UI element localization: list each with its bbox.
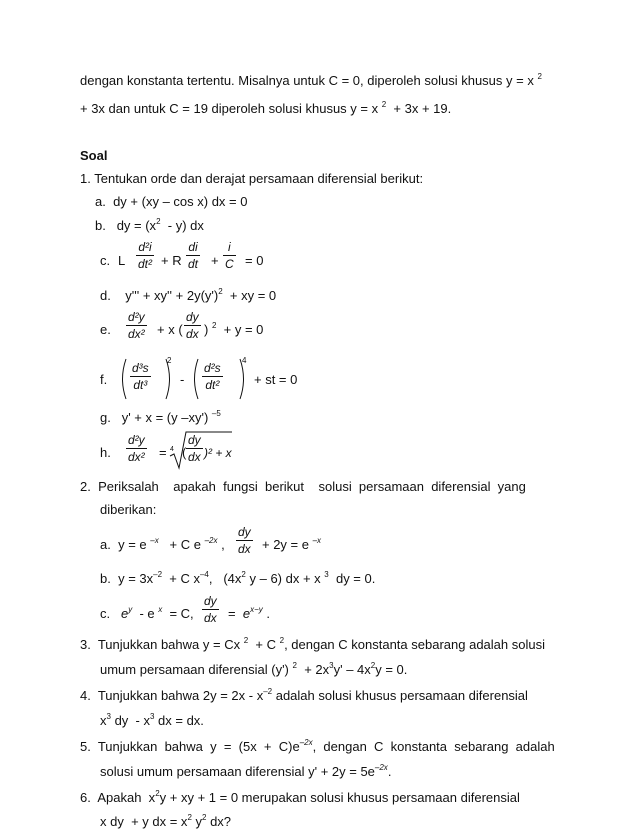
fraction bbox=[202, 594, 219, 625]
question-6-line-2 bbox=[100, 814, 231, 830]
superscript: –2 bbox=[263, 687, 273, 696]
equation-term: + y = 0 bbox=[223, 322, 264, 337]
denominator: dt² bbox=[205, 378, 220, 392]
question-text: + C bbox=[255, 637, 276, 652]
superscript: –2 bbox=[153, 570, 163, 579]
question-number: 4. bbox=[80, 688, 91, 703]
equation-term: ) bbox=[204, 322, 209, 337]
denominator: dt bbox=[188, 257, 199, 271]
equation: y' + x = (y –xy') bbox=[121, 410, 209, 425]
superscript: –x bbox=[150, 536, 159, 545]
fraction bbox=[130, 361, 151, 392]
numerator: d²s bbox=[204, 361, 221, 375]
fraction bbox=[223, 240, 236, 271]
question-number: 6. bbox=[80, 790, 91, 805]
question-number: 1. bbox=[80, 171, 91, 186]
q2-item-b bbox=[100, 571, 375, 587]
question-text: , dengan C konstanta sebarang adalah solusi bbox=[284, 637, 545, 652]
denominator: dx bbox=[238, 542, 251, 556]
question-4 bbox=[80, 688, 528, 704]
equation-term: = bbox=[159, 445, 167, 460]
equation-term: . bbox=[266, 606, 270, 621]
question-text: Apakah x bbox=[97, 790, 156, 805]
equation-term: e bbox=[120, 606, 129, 621]
superscript: 4 bbox=[242, 356, 247, 365]
question-text: adalah solusi khusus persamaan diferensial bbox=[272, 688, 528, 703]
superscript: –4 bbox=[199, 570, 209, 579]
item-label: b. bbox=[100, 571, 111, 586]
question-text: + 2x bbox=[304, 662, 330, 677]
q1-item-g bbox=[100, 410, 221, 426]
superscript: 2 bbox=[187, 813, 192, 822]
equation-term: dy = 0. bbox=[335, 571, 376, 586]
superscript: 3 bbox=[106, 712, 111, 721]
superscript: 3 bbox=[329, 661, 334, 670]
equation-term: + x ( bbox=[157, 322, 183, 337]
question-number: 2. bbox=[80, 479, 91, 494]
section-title: Soal bbox=[80, 148, 108, 163]
equation: dy = (x bbox=[116, 218, 157, 233]
q1-item-d bbox=[100, 288, 276, 304]
intro-text: + 3x dan untuk C = 19 diperoleh solusi khusus y = x bbox=[80, 101, 379, 116]
fraction bbox=[236, 525, 253, 556]
equation-term: + R bbox=[161, 253, 182, 268]
item-label: d. bbox=[100, 288, 111, 303]
superscript: 2 bbox=[167, 356, 172, 365]
equation-term: = 0 bbox=[245, 253, 264, 268]
equation-term: e bbox=[242, 606, 251, 621]
root-index: 4 bbox=[170, 446, 174, 453]
superscript: 2 bbox=[241, 570, 246, 579]
question-text: Periksalah apakah fungsi berikut solusi persamaan diferensial yang bbox=[98, 479, 526, 494]
item-label: a. bbox=[100, 537, 111, 552]
superscript: 2 bbox=[381, 100, 387, 109]
numerator: d²y bbox=[128, 310, 145, 324]
equation: y''' + xy'' + 2y(y') bbox=[125, 288, 219, 303]
question-text: , dengan C konstanta sebarang adalah bbox=[312, 739, 555, 754]
equation-term: ( bbox=[182, 445, 187, 460]
q1-item-a bbox=[95, 194, 247, 210]
equation: - y) dx bbox=[167, 218, 204, 233]
denominator: dt² bbox=[138, 257, 153, 271]
equation: dy + (xy – cos x) dx = 0 bbox=[113, 194, 248, 209]
superscript: –2x bbox=[374, 763, 388, 772]
numerator: d²y bbox=[128, 433, 145, 447]
item-label: b. bbox=[95, 218, 106, 233]
superscript: 2 bbox=[292, 661, 297, 670]
intro-text: + 3x + 19. bbox=[393, 101, 452, 116]
superscript: 2 bbox=[218, 287, 223, 296]
question-text: Tentukan orde dan derajat persamaan diferensial berikut: bbox=[94, 171, 424, 186]
question-3-line-2 bbox=[100, 662, 407, 678]
question-4-line-2 bbox=[100, 713, 204, 729]
question-number: 5. bbox=[80, 739, 91, 754]
question-text: . bbox=[387, 764, 392, 779]
question-text: y + xy + 1 = 0 merupakan solusi khusus persamaan diferensial bbox=[159, 790, 520, 805]
numerator: dy bbox=[204, 594, 217, 608]
question-text: Tunjukkan bahwa y = (5x + C)e bbox=[97, 739, 300, 754]
superscript: –2x bbox=[204, 536, 218, 545]
item-label: c. bbox=[100, 606, 111, 621]
equation-term: + C x bbox=[169, 571, 200, 586]
fraction bbox=[186, 240, 200, 271]
intro-line-1 bbox=[80, 73, 542, 89]
superscript: 2 bbox=[370, 661, 376, 670]
equation: + xy = 0 bbox=[229, 288, 277, 303]
superscript: x bbox=[158, 605, 163, 614]
denominator: dx bbox=[188, 450, 201, 464]
question-text: Tunjukkan bahwa 2y = 2x - x bbox=[97, 688, 264, 703]
equation-term: = C, bbox=[169, 606, 194, 621]
numerator: di bbox=[188, 240, 198, 254]
superscript: –5 bbox=[211, 409, 221, 418]
denominator: C bbox=[225, 257, 234, 271]
superscript: –2x bbox=[299, 738, 313, 747]
superscript: 2 bbox=[243, 636, 249, 645]
equation-term: , bbox=[221, 537, 225, 552]
denominator: dx bbox=[204, 611, 217, 625]
equation-term: = bbox=[228, 606, 236, 621]
denominator: dt³ bbox=[133, 378, 148, 392]
question-text: x bbox=[100, 713, 107, 728]
item-label: c. bbox=[100, 253, 111, 268]
equation-term: , (4x bbox=[208, 571, 242, 586]
question-text: x dy + y dx = x bbox=[100, 814, 188, 829]
item-label: a. bbox=[95, 194, 106, 209]
item-label: g. bbox=[100, 410, 111, 425]
equation-term: y – 6) dx + x bbox=[249, 571, 321, 586]
question-5-line-2 bbox=[100, 764, 391, 780]
equation-term: - bbox=[180, 372, 185, 387]
question-text: dy - x bbox=[110, 713, 150, 728]
item-label: h. bbox=[100, 445, 111, 460]
fraction bbox=[202, 361, 223, 392]
superscript: 2 bbox=[537, 72, 542, 81]
superscript: 2 bbox=[155, 789, 160, 798]
superscript: y bbox=[128, 605, 133, 614]
question-text: diberikan: bbox=[100, 502, 157, 517]
question-text: solusi umum persamaan diferensial y' + 2y = 5e bbox=[100, 764, 375, 779]
question-2 bbox=[80, 479, 526, 495]
numerator: dy bbox=[238, 525, 251, 539]
question-text: y = 0. bbox=[375, 662, 408, 677]
fraction bbox=[136, 240, 154, 271]
numerator: d³s bbox=[132, 361, 149, 375]
superscript: 2 bbox=[202, 813, 207, 822]
question-text: umum persamaan diferensial (y') bbox=[100, 662, 289, 677]
intro-line-2 bbox=[80, 101, 451, 117]
equation-term: y = 3x bbox=[118, 571, 154, 586]
denominator: dx bbox=[186, 327, 199, 341]
fraction bbox=[186, 433, 203, 464]
superscript: 2 bbox=[156, 217, 161, 226]
intro-text: dengan konstanta tertentu. Misalnya untuk C = 0, diperoleh solusi khusus y = x bbox=[80, 73, 534, 88]
equation-term: L bbox=[118, 253, 126, 268]
equation-term: + st = 0 bbox=[254, 372, 298, 387]
equation-term: y = e bbox=[118, 537, 147, 552]
equation-term: + bbox=[211, 253, 219, 268]
numerator: dy bbox=[188, 433, 201, 447]
question-text: dx = dx. bbox=[154, 713, 204, 728]
equation-term: + C e bbox=[169, 537, 201, 552]
denominator: dx² bbox=[128, 450, 145, 464]
question-text: Tunjukkan bahwa y = Cx bbox=[97, 637, 241, 652]
equation-term: - e bbox=[139, 606, 155, 621]
numerator: d²i bbox=[138, 240, 152, 254]
superscript: –x bbox=[312, 536, 322, 545]
question-3 bbox=[80, 637, 545, 653]
question-text: dx? bbox=[206, 814, 232, 829]
fraction bbox=[184, 310, 201, 341]
equation-term: )² + x bbox=[204, 446, 232, 460]
superscript: 3 bbox=[324, 570, 329, 579]
superscript: 3 bbox=[149, 712, 155, 721]
superscript: 2 bbox=[211, 321, 217, 330]
question-text: y bbox=[191, 814, 203, 829]
numerator: dy bbox=[186, 310, 199, 324]
fraction bbox=[126, 433, 147, 464]
question-6 bbox=[80, 790, 520, 806]
fraction bbox=[126, 310, 147, 341]
superscript: x−y bbox=[250, 605, 263, 614]
question-text: y' – 4x bbox=[333, 662, 371, 677]
equation-term: + 2y = e bbox=[262, 537, 309, 552]
item-label: e. bbox=[100, 322, 111, 337]
numerator: i bbox=[228, 240, 231, 254]
item-label: f. bbox=[100, 372, 108, 387]
q1-item-b bbox=[95, 218, 204, 234]
superscript: 2 bbox=[279, 636, 285, 645]
question-5 bbox=[80, 739, 555, 755]
question-1 bbox=[80, 171, 423, 187]
denominator: dx² bbox=[128, 327, 145, 341]
question-number: 3. bbox=[80, 637, 91, 652]
